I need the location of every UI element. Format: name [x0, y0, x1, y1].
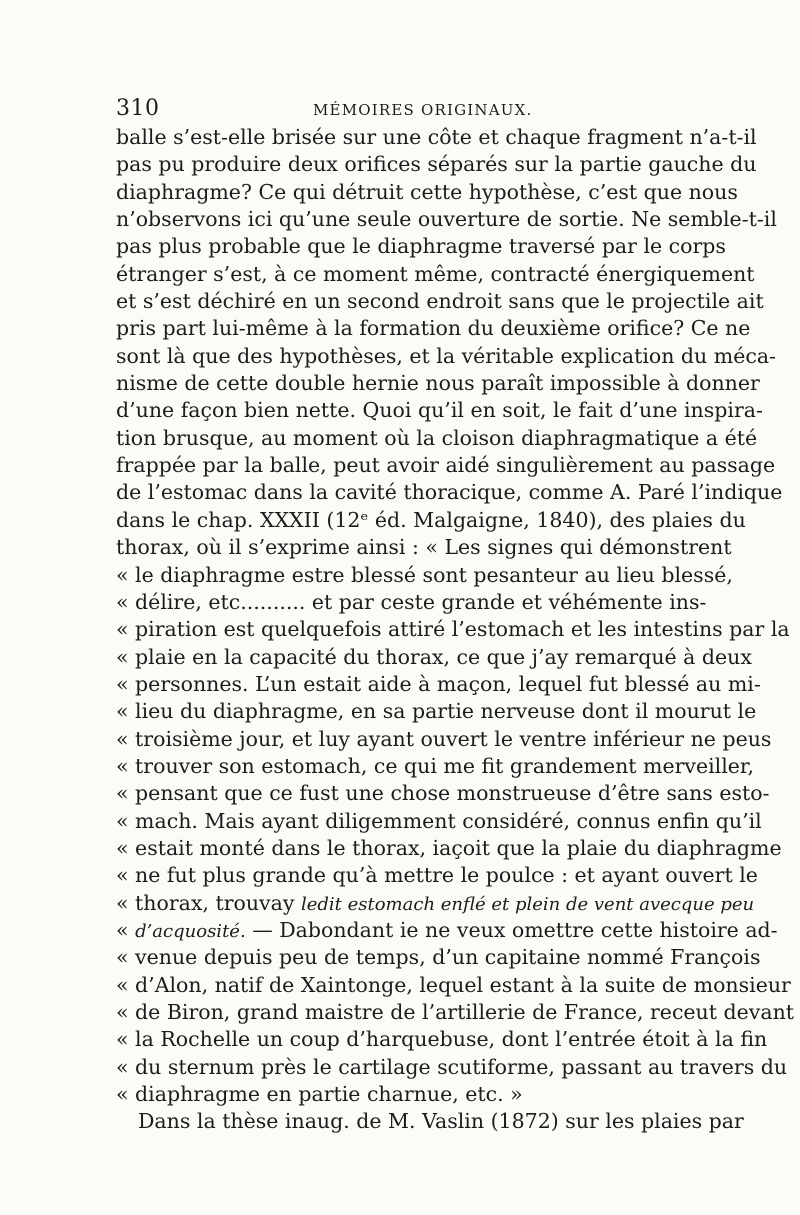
italic-text: d’acquosité.: [135, 920, 246, 942]
text-line: « estait monté dans le thorax, iaçoit que la plaie du diaphragme: [116, 835, 782, 860]
text-line: thorax, où il s’exprime ainsi : « Les signes qui démonstrent: [116, 535, 732, 560]
text-line: de l’estomac dans la cavité thoracique, comme A. Paré l’indique: [116, 480, 783, 505]
text-line: diaphragme? Ce qui détruit cette hypothèse, c’est que nous: [116, 179, 738, 204]
text-line: « troisième jour, et luy ayant ouvert le ventre inférieur ne peus: [116, 726, 772, 751]
quote-mark: «: [116, 917, 136, 942]
text-line: « piration est quelquefois attiré l’estomach et les intestins par la: [116, 617, 790, 642]
text-line: pris part lui-même à la formation du deuxième orifice? Ce ne: [116, 316, 751, 341]
text-line: tion brusque, au moment où la cloison diaphragmatique a été: [116, 425, 758, 450]
text-line: « le diaphragme estre blessé sont pesanteur au lieu blessé,: [116, 562, 733, 587]
body-text: [116, 124, 795, 1136]
text-line: sont là que des hypothèses, et la véritable explication du méca-: [116, 343, 776, 368]
text-line: « plaie en la capacité du thorax, ce que j’ay remarqué à deux: [116, 644, 752, 669]
paragraph-start-line: Dans la thèse inaug. de M. Vaslin (1872) sur les plaies par: [138, 1109, 744, 1134]
text-line: « mach. Mais ayant diligemment considéré, connus enfin qu’il: [116, 808, 762, 833]
text-line: d’une façon bien nette. Quoi qu’il en soit, le fait d’une inspira-: [116, 398, 763, 423]
text-line: « venue depuis peu de temps, d’un capitaine nommé François: [116, 945, 761, 970]
text-line: « délire, etc.......... et par ceste grande et véhémente ins-: [116, 589, 707, 614]
text-line: « d’Alon, natif de Xaintonge, lequel estant à la suite de monsieur: [116, 972, 791, 997]
text-line: « diaphragme en partie charnue, etc. »: [116, 1082, 523, 1107]
text-line: étranger s’est, à ce moment même, contracté énergiquement: [116, 261, 755, 286]
text-line: « trouver son estomach, ce qui me fit grandement merveiller,: [116, 753, 754, 778]
plain-text: — Dabondant ie ne veux omettre cette histoire ad-: [245, 917, 778, 942]
text-line: et s’est déchiré en un second endroit sans que le projectile ait: [116, 289, 764, 314]
text-line: frappée par la balle, peut avoir aidé singulièrement au passage: [116, 453, 776, 478]
running-head: MÉMOIRES ORIGINAUX.: [313, 101, 533, 119]
text-line: n’observons ici qu’une seule ouverture de sortie. Ne semble-t-il: [116, 207, 777, 232]
page-number: 310: [116, 96, 160, 121]
text-line-with-italic: [116, 890, 755, 917]
plain-text: « thorax, trouvay: [116, 890, 301, 915]
text-line: balle s’est-elle brisée sur une côte et chaque fragment n’a-t-il: [116, 125, 757, 149]
text-line: « de Biron, grand maistre de l’artillerie de France, receut devant: [116, 1000, 795, 1024]
text-line: « pensant que ce fust une chose monstrueuse d’être sans esto-: [116, 781, 770, 806]
text-line: « personnes. L’un estait aide à maçon, lequel fut blessé au mi-: [116, 671, 761, 696]
italic-text: ledit estomach enflé et plein de vent avecque peu: [300, 893, 755, 915]
text-line: pas pu produire deux orifices séparés sur la partie gauche du: [116, 152, 757, 177]
text-line: « ne fut plus grande qu’à mettre le poulce : et ayant ouvert le: [116, 863, 758, 888]
text-line: « du sternum près le cartilage scutiforme, passant au travers du: [116, 1054, 788, 1079]
text-line: pas plus probable que le diaphragme traversé par le corps: [116, 234, 726, 259]
text-line: « la Rochelle un coup d’harquebuse, dont l’entrée étoit à la fin: [116, 1027, 768, 1052]
text-line-with-italic: [116, 917, 778, 944]
page-header: [116, 96, 698, 126]
text-line: nisme de cette double hernie nous paraît impossible à donner: [116, 371, 760, 396]
text-line: « lieu du diaphragme, en sa partie nerveuse dont il mourut le: [116, 699, 757, 724]
text-line: dans le chap. XXXII (12ᵉ éd. Malgaigne, 1840), des plaies du: [116, 507, 746, 532]
